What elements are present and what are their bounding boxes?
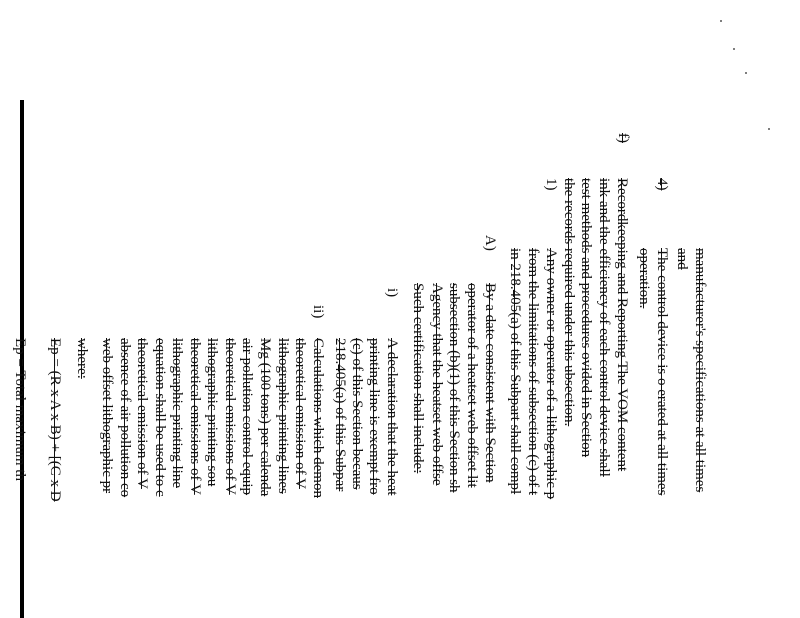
text-line: The control device is o erated at all times <box>654 248 670 496</box>
text-line: Calculations which demon <box>310 338 326 498</box>
text-line: (c) of this Section becaus <box>349 338 365 490</box>
text-line: By a date consistent with Section <box>482 283 498 483</box>
text-line: lithographic printing sou <box>204 338 220 487</box>
text-line: where: <box>74 338 90 379</box>
equation-line: Ep = (R x A x B) + [(C x D <box>47 338 63 502</box>
text-line: printing line is exempt fro <box>366 338 382 495</box>
text-line: air pollution control equip <box>239 338 255 496</box>
text-line: Any owner or operator of a lithographic p <box>543 248 559 500</box>
text-line: theoretical emissions of V <box>222 338 238 495</box>
list-marker: ii) <box>310 305 326 319</box>
text-line: web offset lithographic pr <box>99 338 115 494</box>
list-marker: 1) <box>543 178 559 191</box>
list-marker: 4) <box>654 178 670 191</box>
text-line: the records required under this ubsection. <box>561 178 577 427</box>
text-line: ink and the efficiency of each control device shall <box>596 178 612 477</box>
definition-line: Ep = Total maximum th <box>12 338 28 481</box>
text-line: in 218.405(a) of this Subpart shall compl <box>507 248 523 495</box>
text-line: theoretical emissions of V <box>187 338 203 495</box>
text-line: lithographic printing lines <box>275 338 291 494</box>
text-line: theoretical emission of V <box>134 338 150 489</box>
text-line: manufacturer's specifications at all times <box>692 248 708 493</box>
text-line: from the limitations of subsection (c) of t <box>525 248 541 496</box>
text-line: theoretical emission of V <box>292 338 308 489</box>
list-marker: i) <box>384 288 400 298</box>
text-line: absence of air pollution co <box>117 338 133 498</box>
text-line: equation shall be used to c <box>152 338 168 497</box>
list-marker: A) <box>482 235 498 251</box>
text-line: Such certification shall include: <box>410 283 426 474</box>
text-line: Agency that the heatset web offse <box>429 283 445 486</box>
text-line: operation. <box>636 248 652 309</box>
text-line: lithographic printing line <box>169 338 185 488</box>
text-line: A declaration that the heat <box>384 338 400 496</box>
list-marker: f) <box>615 133 631 143</box>
text-line: 218.405(a) of this Subpar <box>332 338 348 492</box>
text-line: Recordkeeping and Reporting The VOM content <box>614 178 630 472</box>
text-line: subsection (b)(1) of this Section sh <box>446 283 462 493</box>
text-line: Mg (100 tons) per calenda <box>257 338 273 497</box>
text-line: operator of a heatset web offset lit <box>464 283 480 488</box>
text-line: test methods and procedures ovided in Section <box>578 178 594 458</box>
text-line: and <box>674 248 690 270</box>
